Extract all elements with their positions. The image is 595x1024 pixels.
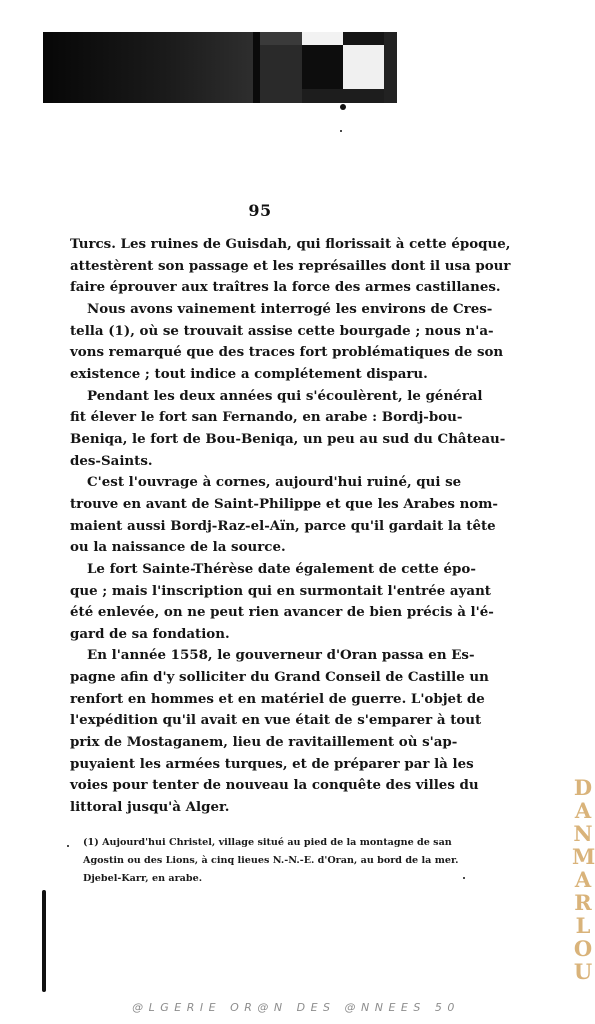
text-line: Nous avons vainement interrogé les environs de Cres- — [87, 300, 493, 317]
side-watermark-letter: U — [573, 959, 593, 984]
text-line: Pendant les deux années qui s'écoulèrent, le général — [87, 387, 483, 404]
text-line: En l'année 1558, le gouverneur d'Oran passa en Es- — [87, 647, 475, 664]
text-line: gard de sa fondation. — [70, 625, 230, 642]
text-line: renfort en hommes et en matériel de guerre. L'objet de — [70, 690, 485, 707]
text-line: existence ; tout indice a complétement disparu. — [70, 365, 428, 382]
side-watermark-letter: R — [574, 890, 592, 915]
side-watermark — [572, 776, 594, 983]
text-line: littoral jusqu'à Alger. — [70, 799, 230, 816]
text-line: trouve en avant de Saint-Philippe et que les Arabes nom- — [70, 495, 498, 512]
side-watermark-letter: D — [573, 775, 593, 800]
ink-speck — [340, 104, 346, 110]
scan-edge-mark — [42, 890, 46, 992]
text-line: des-Saints. — [70, 452, 153, 469]
footnote — [83, 834, 459, 888]
side-watermark-letter: A — [574, 867, 592, 892]
body-text — [70, 234, 511, 819]
text-line: tella (1), où se trouvait assise cette bourgade ; nous n'a- — [70, 322, 494, 339]
text-line: prix de Mostaganem, lieu de ravitaillement où s'ap- — [70, 734, 458, 751]
scan-gradient — [43, 32, 253, 103]
text-line: puyaient les armées turques, et de préparer par là les — [70, 755, 474, 772]
text-line: fit élever le fort san Fernando, en arabe : Bordj-bou- — [70, 409, 463, 426]
text-line: ou la naissance de la source. — [70, 539, 286, 556]
text-line: vons remarqué que des traces fort problématiques de son — [70, 344, 504, 361]
footnote-line: Agostin ou des Lions, à cinq lieues N.-N.-E. d'Oran, au bord de la mer. — [83, 855, 459, 866]
text-line: Le fort Sainte-Thérèse date également de cette épo- — [87, 560, 476, 577]
side-watermark-letter: N — [573, 821, 593, 846]
ink-speck — [463, 877, 465, 879]
side-watermark-letter: L — [575, 913, 591, 938]
text-line: pagne afin d'y solliciter du Grand Conseil de Castille un — [70, 669, 489, 686]
bottom-watermark: @LGERIE OR@N DES @NNEES 50 — [132, 1001, 460, 1014]
page-number: 95 — [248, 201, 272, 220]
scan-square — [384, 32, 397, 103]
footnote-line: Djebel-Karr, en arabe. — [83, 873, 203, 884]
text-line: Beniqa, le fort de Bou-Beniqa, un peu au sud du Château- — [70, 430, 506, 447]
footnote-line: (1) Aujourd'hui Christel, village situé au pied de la montagne de san — [83, 837, 452, 848]
side-watermark-letter: M — [572, 844, 595, 869]
text-line: C'est l'ouvrage à cornes, aujourd'hui ruiné, qui se — [87, 474, 462, 491]
scan-square — [343, 32, 384, 45]
scan-square — [302, 45, 343, 89]
scan-artifact-strip — [43, 32, 397, 103]
text-line: que ; mais l'inscription qui en surmontait l'entrée ayant — [70, 582, 491, 599]
scan-square — [343, 45, 384, 89]
text-line: faire éprouver aux traîtres la force des armes castillanes. — [70, 279, 501, 296]
text-line: attestèrent son passage et les représailles dont il usa pour — [70, 257, 511, 274]
text-line: maient aussi Bordj-Raz-el-Aïn, parce qu'il gardait la tête — [70, 517, 496, 534]
side-watermark-letter: A — [574, 798, 592, 823]
text-line: voies pour tenter de nouveau la conquête des villes du — [70, 777, 479, 794]
scan-square — [302, 32, 343, 45]
text-line: été enlevée, on ne peut rien avancer de bien précis à l'é- — [70, 604, 494, 621]
scan-square — [260, 32, 302, 45]
side-watermark-letter: O — [573, 936, 593, 961]
scan-square — [260, 45, 302, 103]
ink-speck — [67, 845, 69, 847]
scan-square — [302, 89, 384, 103]
text-line: Turcs. Les ruines de Guisdah, qui florissait à cette époque, — [70, 236, 511, 252]
ink-speck — [340, 130, 342, 132]
text-line: l'expédition qu'il avait en vue était de s'emparer à tout — [70, 712, 482, 729]
